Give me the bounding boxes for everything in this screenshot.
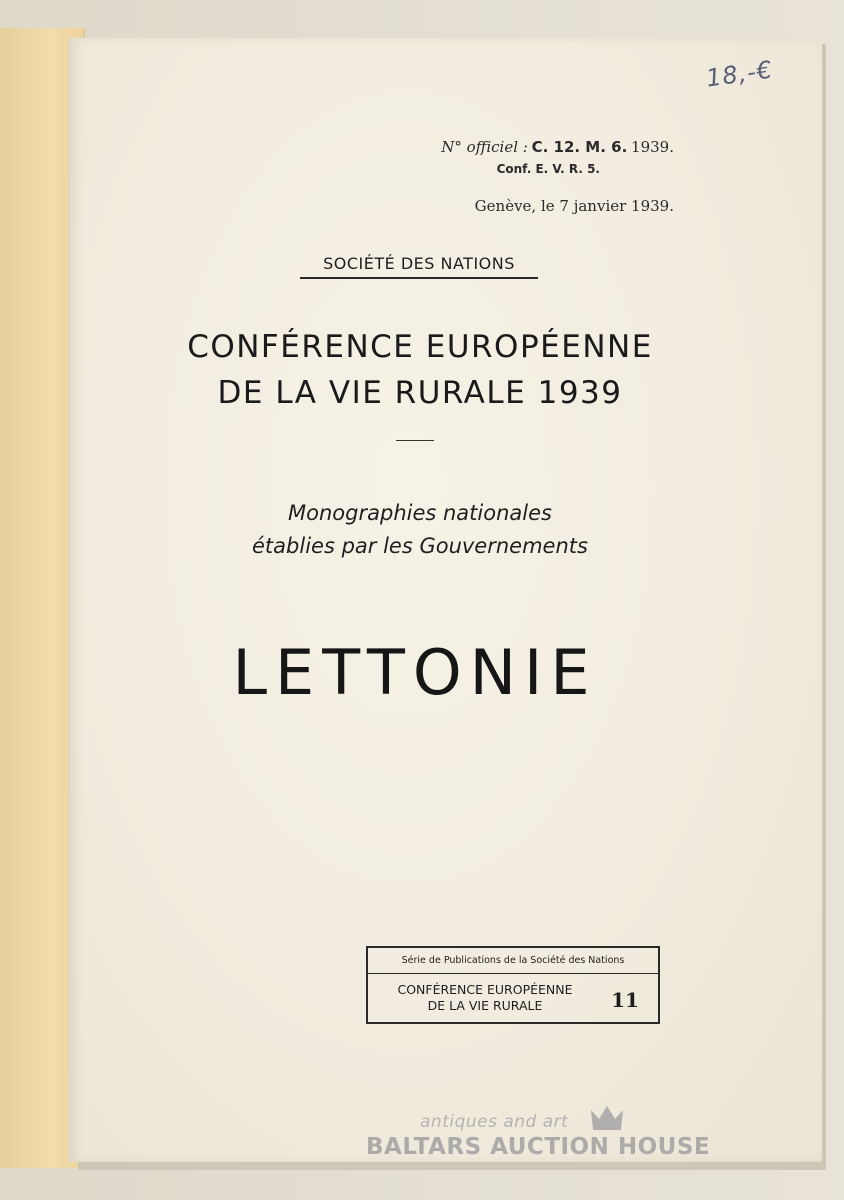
watermark-tagline: antiques and art: [420, 1112, 569, 1132]
series-heading: Série de Publications de la Société des Nations: [368, 948, 658, 974]
handwritten-price: 18,-€: [704, 55, 775, 93]
conference-code: Conf. E. V. R. 5.: [496, 162, 600, 176]
organization-heading: SOCIÉTÉ DES NATIONS: [300, 254, 538, 279]
subtitle-line2: établies par les Gouvernements: [252, 534, 588, 558]
series-box: [366, 946, 660, 1024]
divider-rule: [396, 440, 434, 441]
official-number: [441, 138, 674, 157]
watermark-name: BALTARS AUCTION HOUSE: [366, 1134, 711, 1160]
series-name-line2: DE LA VIE RURALE: [427, 998, 543, 1013]
subtitle-line1: Monographies nationales: [288, 501, 552, 525]
series-name-line1: CONFÉRENCE EUROPÉENNE: [397, 982, 573, 997]
watermark: [366, 1108, 766, 1170]
official-code: C. 12. M. 6.: [531, 138, 628, 156]
subtitle: [150, 497, 690, 563]
place-date: Genève, le 7 janvier 1939.: [474, 197, 674, 215]
crown-icon: [590, 1104, 624, 1134]
conference-title-line2: DE LA VIE RURALE 1939: [217, 375, 623, 411]
conference-title: [150, 324, 690, 416]
series-number: 11: [611, 988, 639, 1012]
official-year: 1939.: [631, 138, 674, 156]
country-title: LETTONIE: [232, 636, 598, 709]
official-label: N° officiel :: [441, 138, 528, 156]
conference-title-line1: CONFÉRENCE EUROPÉENNE: [187, 329, 653, 365]
series-name: [380, 982, 590, 1014]
